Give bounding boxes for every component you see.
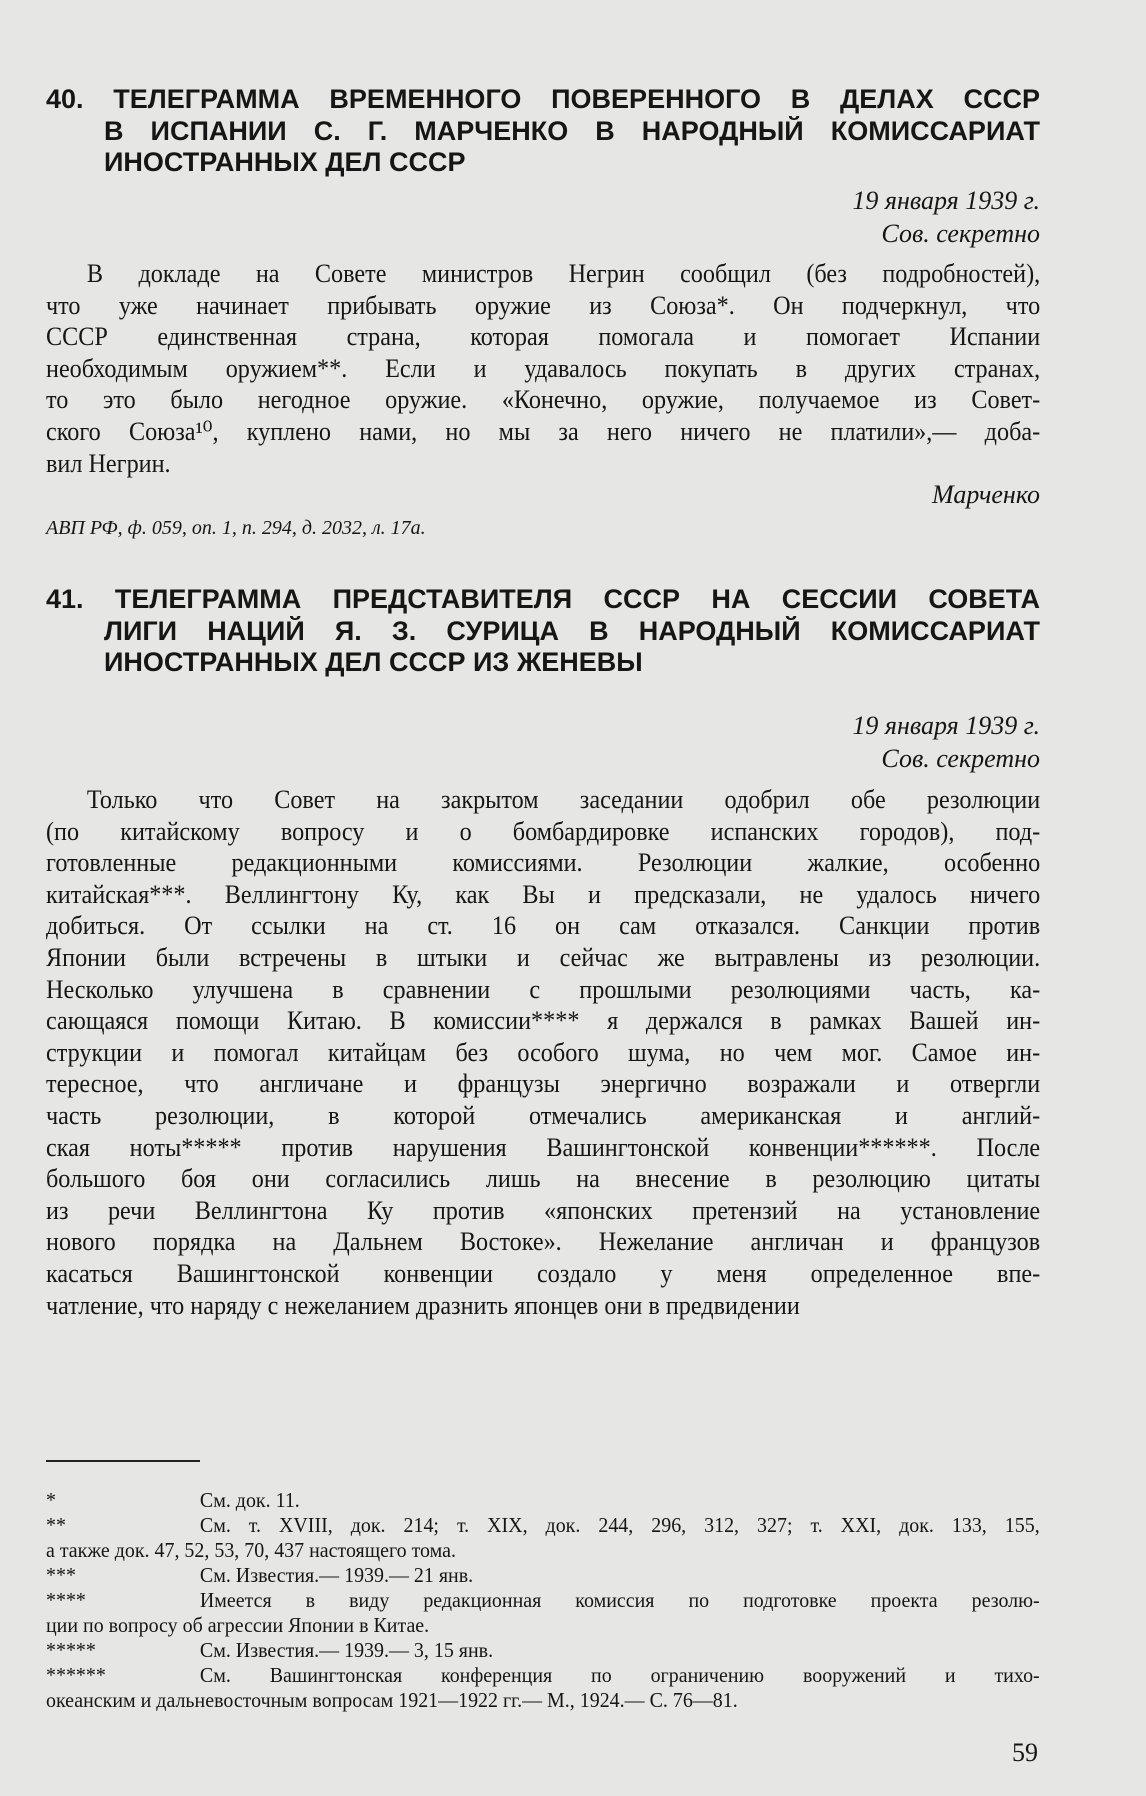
doc40-signature: Марченко (932, 480, 1040, 509)
heading-line: ЛИГИ НАЦИЙ Я. З. СУРИЦА В НАРОДНЫЙ КОМИССАРИАТ (104, 615, 1040, 646)
doc40-classification: Сов. секретно (881, 219, 1040, 248)
heading-line: В ИСПАНИИ С. Г. МАРЧЕНКО В НАРОДНЫЙ КОМИССАРИАТ (104, 115, 1040, 146)
body-line: Несколько улучшена в сравнении с прошлыми резолюциями часть, ка- (46, 974, 1041, 1004)
footnote-marker: *** (46, 1563, 76, 1587)
footnote-marker: * (46, 1488, 56, 1512)
body-line: сающаяся помощи Китаю. В комиссии**** я держался в рамках Вашей ин- (46, 1006, 1041, 1036)
doc40-body (46, 258, 1040, 479)
body-line: что уже начинает прибывать оружие из Союза*. Он подчеркнул, что (46, 290, 1041, 320)
body-line: необходимым оружием**. Если и удавалось покупать в других странах, (46, 353, 1041, 383)
body-line: вил Негрин. (46, 448, 171, 478)
body-line: китайская***. Веллингтону Ку, как Вы и предсказали, не удалось ничего (46, 879, 1041, 909)
body-line: то это было негодное оружие. «Конечно, оружие, получаемое из Совет- (46, 385, 1041, 415)
body-line: В докладе на Совете министров Негрин сообщил (без подробностей), (86, 259, 1041, 288)
heading-line: ИНОСТРАННЫХ ДЕЛ СССР ИЗ ЖЕНЕВЫ (104, 647, 643, 677)
body-line: ская ноты***** против нарушения Вашингтонской конвенции******. После (46, 1132, 1041, 1162)
footnote-divider (46, 1460, 200, 1462)
footnote-line: океанским и дальневосточным вопросам 1921—1922 гг.— М., 1924.— С. 76—81. (46, 1688, 738, 1712)
footnote-marker: ***** (46, 1638, 96, 1662)
footnote-line: а также док. 47, 52, 53, 70, 437 настоящего тома. (46, 1538, 456, 1562)
footnotes (46, 1488, 1040, 1713)
footnote-line: **** Имеется в виду редакционная комиссия по подготовке проекта резолю- (46, 1588, 1040, 1612)
body-line: из речи Веллингтона Ку против «японских претензий на установление (46, 1195, 1041, 1225)
body-line: часть резолюции, в которой отмечались американская и англий- (46, 1100, 1041, 1130)
body-line: касаться Вашингтонской конвенции создало у меня определенное впе- (46, 1258, 1041, 1288)
footnote-line: *** См. Известия.— 1939.— 21 янв. (46, 1563, 474, 1587)
footnote-line: * См. док. 11. (46, 1488, 300, 1512)
body-line: струкции и помогал китайцам без особого шума, но чем мог. Самое ин- (46, 1037, 1041, 1067)
doc41-body (46, 784, 1040, 1321)
doc40-archive-source: АВП РФ, ф. 059, оп. 1, п. 294, д. 2032, л. 17а. (46, 517, 426, 539)
body-line: Только что Совет на закрытом заседании одобрил обе резолюции (86, 785, 1041, 814)
footnote-line: ции по вопросу об агрессии Японии в Китае. (46, 1613, 430, 1637)
body-line: ского Союза¹⁰, куплено нами, но мы за него ничего не платили»,— доба- (46, 416, 1041, 446)
heading-line: ИНОСТРАННЫХ ДЕЛ СССР (104, 147, 466, 177)
body-line: готовленные редакционными комиссиями. Резолюции жалкие, особенно (46, 848, 1041, 878)
doc41-date: 19 января 1939 г. (852, 711, 1040, 740)
heading-line: 41. ТЕЛЕГРАММА ПРЕДСТАВИТЕЛЯ СССР НА СЕССИИ СОВЕТА (46, 584, 1040, 614)
body-line: тересное, что англичане и французы энергично возражали и отвергли (46, 1069, 1041, 1099)
footnote-line: ** См. т. XVIII, док. 214; т. XIX, док. 244, 296, 312, 327; т. XXI, док. 133, 155, (46, 1513, 1040, 1537)
body-line: (по китайскому вопросу и о бомбардировке испанских городов), под- (46, 816, 1041, 846)
body-line: большого боя они согласились лишь на внесение в резолюцию цитаты (46, 1164, 1041, 1194)
page-number: 59 (1012, 1738, 1038, 1767)
doc40-date: 19 января 1939 г. (852, 186, 1040, 215)
body-line: чатление, что наряду с нежеланием дразнить японцев они в предвидении (46, 1290, 800, 1320)
doc40-heading (46, 84, 1040, 179)
footnote-line: ****** См. Вашингтонская конференция по ограничению вооружений и тихо- (46, 1663, 1040, 1687)
body-line: добиться. От ссылки на ст. 16 он сам отказался. Санкции против (46, 911, 1041, 941)
footnote-marker: ** (46, 1513, 66, 1537)
body-line: нового порядка на Дальнем Востоке». Нежелание англичан и французов (46, 1227, 1041, 1257)
doc41-heading (46, 584, 1040, 679)
body-line: Японии были встречены в штыки и сейчас же вытравлены из резолюции. (46, 942, 1041, 972)
doc41-classification: Сов. секретно (881, 744, 1040, 773)
footnote-marker: **** (46, 1588, 86, 1612)
footnote-line: ***** См. Известия.— 1939.— 3, 15 янв. (46, 1638, 494, 1662)
footnote-marker: ****** (46, 1663, 106, 1687)
heading-line: 40. ТЕЛЕГРАММА ВРЕМЕННОГО ПОВЕРЕННОГО В ДЕЛАХ СССР (46, 84, 1040, 114)
body-line: СССР единственная страна, которая помогала и помогает Испании (46, 322, 1041, 352)
